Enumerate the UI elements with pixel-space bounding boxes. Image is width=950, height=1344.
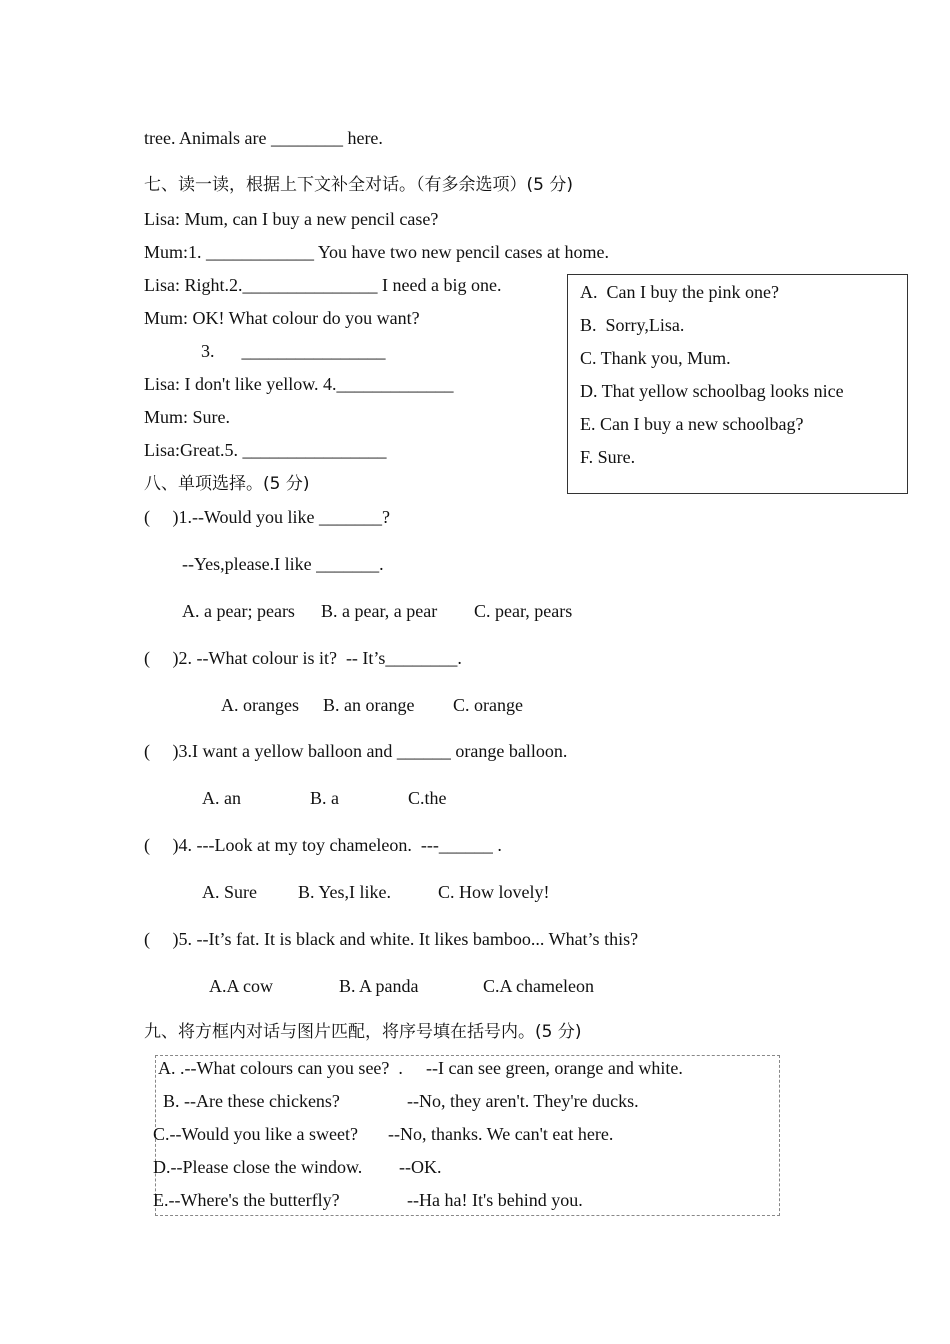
match-answer: --No, they aren't. They're ducks. (407, 1091, 639, 1111)
answer-option: C.the (408, 788, 447, 808)
match-question: D.--Please close the window. (153, 1157, 363, 1177)
option-item: C. Thank you, Mum. (580, 348, 731, 368)
answer-option: C. orange (453, 695, 523, 715)
dialogue-line: Lisa: I don't like yellow. 4._____________ (144, 374, 454, 394)
match-answer: --Ha ha! It's behind you. (407, 1190, 583, 1210)
match-question: E.--Where's the butterfly? (153, 1190, 340, 1210)
previous-question-fragment: tree. Animals are ________ here. (144, 128, 383, 148)
section7-heading: 七、读一读，根据上下文补全对话。（有多余选项）(5 分) (144, 175, 573, 195)
answer-option: B. Yes,I like. (298, 882, 392, 902)
answer-option: C.A chameleon (483, 976, 594, 996)
dialogue-line: 3. ________________ (201, 341, 386, 361)
answer-option: B. an orange (323, 695, 415, 715)
match-question: C.--Would you like a sweet? (153, 1124, 358, 1144)
answer-option: A. a pear; pears (182, 601, 295, 621)
answer-option: B. A panda (339, 976, 419, 996)
dialogue-line: Lisa: Right.2._______________ I need a big one. (144, 275, 502, 295)
option-item: A. Can I buy the pink one? (580, 282, 779, 302)
question-stem: ( )5. --It’s fat. It is black and white. It likes bamboo... What’s this? (144, 929, 639, 949)
option-item: F. Sure. (580, 447, 636, 467)
match-answer: --No, thanks. We can't eat here. (388, 1124, 614, 1144)
match-answer: --OK. (399, 1157, 442, 1177)
section9-heading: 九、将方框内对话与图片匹配，将序号填在括号内。(5 分) (144, 1022, 582, 1042)
answer-option: B. a (310, 788, 339, 808)
match-question: B. --Are these chickens? (163, 1091, 340, 1111)
dialogue-line: Lisa: Mum, can I buy a new pencil case? (144, 209, 439, 229)
dialogue-line: Mum:1. ____________ You have two new pencil cases at home. (144, 242, 609, 262)
question-stem: ( )2. --What colour is it? -- It’s________. (144, 648, 462, 668)
option-item: B. Sorry,Lisa. (580, 315, 685, 335)
dialogue-line: Mum: OK! What colour do you want? (144, 308, 420, 328)
answer-option: A. an (202, 788, 241, 808)
question-stem: ( )1.--Would you like _______? (144, 507, 391, 527)
question-stem: ( )4. ---Look at my toy chameleon. ---______ . (144, 835, 502, 855)
answer-option: C. pear, pears (474, 601, 573, 621)
answer-option: A.A cow (209, 976, 273, 996)
answer-option: C. How lovely! (438, 882, 550, 902)
question-stem: ( )3.I want a yellow balloon and ______ orange balloon. (144, 741, 568, 761)
answer-option: A. oranges (221, 695, 299, 715)
question-line: --Yes,please.I like _______. (182, 554, 384, 574)
section8-heading: 八、单项选择。(5 分) (144, 474, 310, 494)
dialogue-line: Lisa:Great.5. ________________ (144, 440, 387, 460)
answer-option: B. a pear, a pear (321, 601, 438, 621)
option-item: D. That yellow schoolbag looks nice (580, 381, 844, 401)
match-question: A. .--What colours can you see? . (158, 1058, 403, 1078)
match-answer: --I can see green, orange and white. (426, 1058, 683, 1078)
dialogue-line: Mum: Sure. (144, 407, 231, 427)
option-item: E. Can I buy a new schoolbag? (580, 414, 804, 434)
answer-option: A. Sure (202, 882, 257, 902)
